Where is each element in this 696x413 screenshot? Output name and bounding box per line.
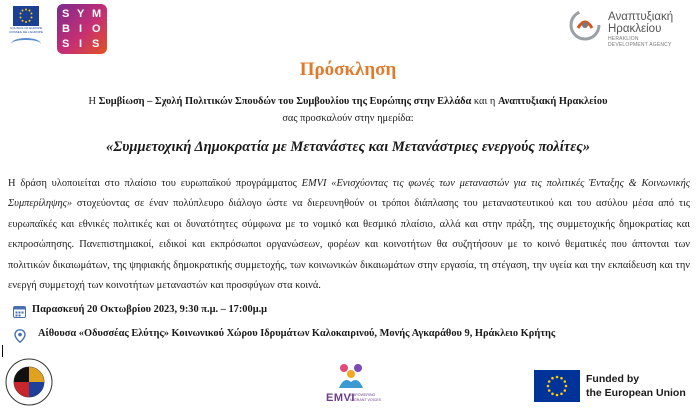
heraklion-mark-icon <box>568 8 602 42</box>
logo-letter: O <box>92 23 101 35</box>
description-part: Η δράση υλοποιείται στο πλαίσιο του ευρωπαϊκού προγράμματος <box>8 178 302 189</box>
event-location: Αίθουσα «Οδυσσέας Ελύτης» Κοινωνικού Χώρου Ιδρυμάτων Καλοκαιρινού, Μονής Αγκαράθου 9, Ηράκλειο Κρήτης <box>38 328 556 339</box>
emvi-tagline-line: EMPOWERING <box>350 393 376 397</box>
eu-funding-line: Funded by <box>586 373 640 385</box>
intro-subline: σας προσκαλούν στην ημερίδα: <box>282 113 414 124</box>
eu-funding-line: the European Union <box>586 387 686 399</box>
logo-letter: S <box>62 38 70 50</box>
coe-caption-en: COUNCIL OF EUROPE <box>10 26 42 30</box>
event-date: Παρασκευή 20 Οκτωβρίου 2023, 9:30 π.μ. – 17:00μ.μ <box>32 304 268 315</box>
calendar-icon <box>13 305 26 318</box>
emvi-tagline-line: MIGRANT VOICES <box>350 397 382 402</box>
coe-caption-fr: CONSEIL DE L'EUROPE <box>9 30 43 34</box>
eu-funding-text <box>586 372 686 400</box>
kalokairinos-emblem-icon <box>4 356 54 408</box>
heraklion-development-agency-logo <box>560 6 692 50</box>
logo-letter: I <box>79 38 83 50</box>
location-pin-icon <box>14 329 26 343</box>
intro-mid: και η <box>471 96 498 107</box>
event-title: «Συμμετοχική Δημοκρατία με Μετανάστες και Μετανάστριες ενεργούς πολίτες» <box>105 139 591 155</box>
eu-funding-logo <box>534 370 694 404</box>
intro-line <box>0 96 696 107</box>
logo-letter: M <box>92 8 102 20</box>
program-name: EMVI «Ενισχύοντας τις φωνές των μεταναστών για τις πολιτικές Ένταξης & Κοινωνικής Συμπερίληψης» <box>8 178 690 210</box>
council-of-europe-logo <box>4 6 48 54</box>
council-of-europe-caption <box>4 26 48 34</box>
eu-flag-icon <box>534 370 580 402</box>
description-part: στοχεύοντας σε έναν πολύπλευρο διάλογο ώστε να διερευνηθούν οι τρόποι διάπλασης του μεταναστευτικού και του ασύλου μέσα από τις ευρωπαϊκές και εθνικές πολιτικές και οι δυνατότητες σύμφωνα με το νομικό και θεσμικό πλαίσιο, αλλά και στην πράξη, της συμμετοχικής δημοκρατίας και εκπροσώπησης. Πανεπιστημιακοί, ειδικοί και εκπρόσωποι οργανώσεων, φορέων και κοινοτήτων θα συζητήσουν με το κοινό θεματικές που άπτονται των πολιτικών δικαιωμάτων, της ψηφιακής δημοκρατικής συμμετοχής, των κοινωνικών δικαιωμάτων στην εργασία, τη στέγαση, την υγεία και την εκπαίδευση και την ενεργή συμμετοχή των κοινοτήτων μεταναστών και προσφύγων στα κοινά. <box>8 198 690 292</box>
invitation-title: Πρόσκληση <box>299 59 397 80</box>
symbiosis-logo <box>57 4 107 54</box>
heraklion-sub-line: HERAKLION <box>608 36 639 42</box>
logo-letter: I <box>79 23 83 35</box>
emvi-tagline <box>350 393 381 402</box>
council-of-europe-flag-icon <box>13 6 39 26</box>
emvi-people-icon <box>336 362 366 390</box>
text-cursor <box>2 345 3 357</box>
logo-letter: B <box>62 23 70 35</box>
emvi-logo <box>322 362 386 408</box>
heraklion-name-line: Ηρακλείου <box>608 23 662 35</box>
heraklion-subtitle <box>608 36 672 48</box>
intro-organization-2: Αναπτυξιακή Ηρακλείου <box>497 96 608 107</box>
heraklion-name <box>608 11 673 35</box>
event-description <box>8 174 690 296</box>
heraklion-name-line: Αναπτυξιακή <box>608 11 674 23</box>
heraklion-sub-line: DEVELOPMENT AGENCY <box>608 42 672 48</box>
logo-letter: S <box>92 38 100 50</box>
logo-letter: S <box>62 8 70 20</box>
emvi-wordmark: EMVI <box>326 392 355 404</box>
intro-prefix: Η <box>88 96 99 107</box>
kalokairinos-foundations-logo <box>4 356 54 408</box>
logo-letter: Y <box>77 8 85 20</box>
intro-organization-1: Συμβίωση – Σχολή Πολιτικών Σπουδών του Συμβουλίου της Ευρώπης στην Ελλάδα <box>98 96 472 107</box>
symbiosis-school-swoosh-icon <box>11 38 41 50</box>
